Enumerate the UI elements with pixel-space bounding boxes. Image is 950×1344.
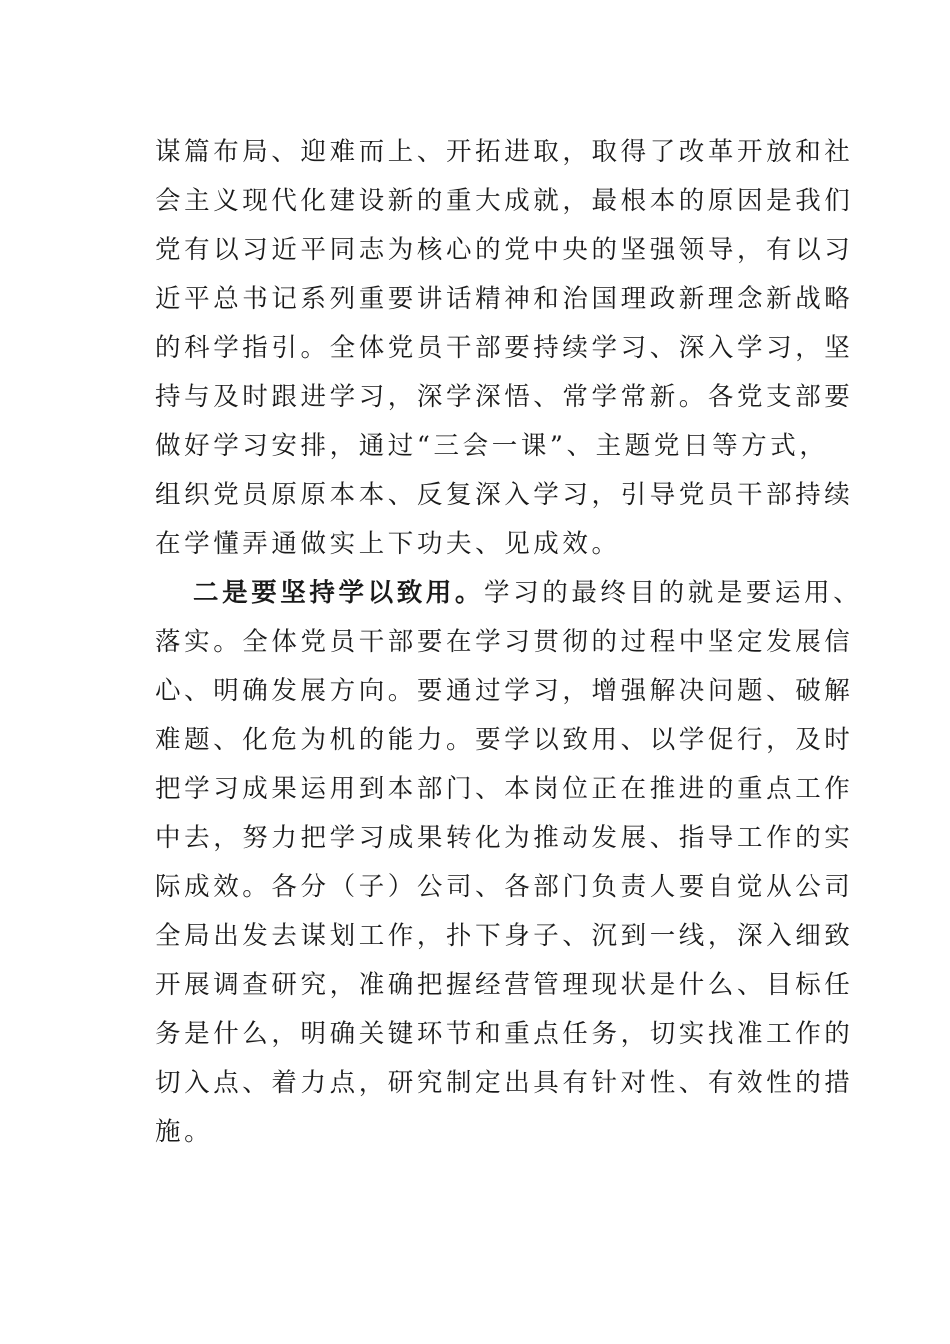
text-line: 把学习成果运用到本部门、本岗位正在推进的重点工作 (155, 774, 854, 804)
text-line: 中去，努力把学习成果转化为推动发展、指导工作的实 (155, 823, 854, 853)
document-body (155, 128, 863, 1157)
text-line: 近平总书记系列重要讲话精神和治国理政新理念新战略 (155, 284, 854, 314)
text-line: 谋篇布局、迎难而上、开拓进取，取得了改革开放和社 (155, 137, 854, 167)
text-line: 持与及时跟进学习，深学深悟、常学常新。各党支部要 (155, 382, 854, 412)
text-line: 在学懂弄通做实上下功夫、见成效。 (155, 529, 621, 559)
text-line: 际成效。各分（子）公司、各部门负责人要自觉从公司 (155, 872, 854, 902)
text-line-rest: 学习的最终目的就是要运用、 (484, 578, 863, 608)
text-line-first (155, 569, 863, 618)
paragraph-apply-learning (155, 569, 863, 1157)
text-line: 做好学习安排，通过“三会一课”、主题党日等方式， (155, 431, 829, 461)
text-line: 开展调查研究，准确把握经营管理现状是什么、目标任 (155, 970, 854, 1000)
text-line: 难题、化危为机的能力。要学以致用、以学促行，及时 (155, 725, 854, 755)
text-line: 的科学指引。全体党员干部要持续学习、深入学习，坚 (155, 333, 854, 363)
text-line: 切入点、着力点，研究制定出具有针对性、有效性的措 (155, 1068, 854, 1098)
text-line: 务是什么，明确关键环节和重点任务，切实找准工作的 (155, 1019, 854, 1049)
text-line: 党有以习近平同志为核心的党中央的坚强领导，有以习 (155, 235, 854, 265)
text-line: 心、明确发展方向。要通过学习，增强解决问题、破解 (155, 676, 854, 706)
text-line: 会主义现代化建设新的重大成就，最根本的原因是我们 (155, 186, 854, 216)
text-line: 落实。全体党员干部要在学习贯彻的过程中坚定发展信 (155, 627, 854, 657)
text-line: 全局出发去谋划工作，扑下身子、沉到一线，深入细致 (155, 921, 854, 951)
paragraph-continued (155, 128, 854, 569)
paragraph-lead-heading: 二是要坚持学以致用。 (193, 578, 485, 608)
text-line: 组织党员原原本本、反复深入学习，引导党员干部持续 (155, 480, 854, 510)
text-line: 施。 (155, 1117, 214, 1147)
